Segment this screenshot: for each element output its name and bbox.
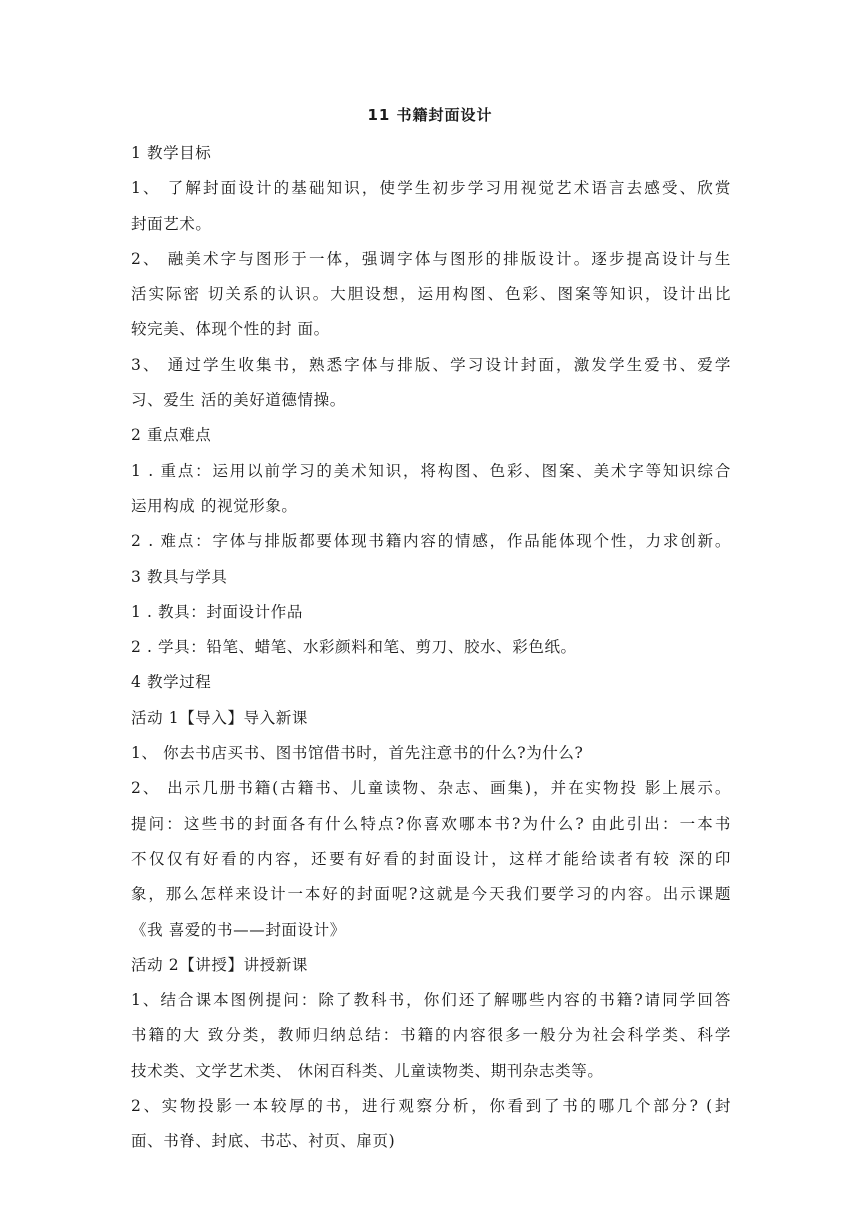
document-body — [131, 136, 731, 1160]
text-line: 2、实物投影一本较厚的书，进行观察分析，你看到了书的哪几个部分? (封 — [131, 1097, 731, 1116]
text-line: 4 教学过程 — [131, 673, 212, 692]
text-line: 不仅仅有好看的内容，还要有好看的封面设计，这样才能给读者有较 深的印 — [131, 849, 731, 868]
text-line: 《我 喜爱的书——封面设计》 — [131, 920, 346, 939]
text-line: 1、结合课本图例提问：除了教科书，你们还了解哪些内容的书籍?请同学回答 — [131, 991, 731, 1010]
text-line: 1、 了解封面设计的基础知识，使学生初步学习用视觉艺术语言去感受、欣赏 — [131, 179, 731, 198]
text-line: 3 教具与学具 — [131, 567, 228, 586]
text-line: 3、 通过学生收集书，熟悉字体与排版、学习设计封面，激发学生爱书、爱学 — [131, 355, 731, 374]
text-line: 2、 出示几册书籍(古籍书、儿童读物、杂志、画集)，并在实物投 影上展示。 — [131, 779, 731, 798]
text-line: 2 . 学具：铅笔、蜡笔、水彩颜料和笔、剪刀、胶水、彩色纸。 — [131, 638, 577, 657]
text-line: 1 教学目标 — [131, 144, 212, 162]
text-line: 2、 融美术字与图形于一体，强调字体与图形的排版设计。逐步提高设计与生 — [131, 249, 731, 268]
text-line: 提问：这些书的封面各有什么特点?你喜欢哪本书?为什么? 由此引出：一本书 — [131, 814, 731, 833]
text-line: 活实际密 切关系的认识。大胆设想，运用构图、色彩、图案等知识，设计出比 — [131, 285, 731, 304]
text-line: 活动 2【讲授】讲授新课 — [131, 955, 308, 974]
text-line: 运用构成 的视觉形象。 — [131, 496, 298, 515]
text-line: 2 重点难点 — [131, 426, 212, 445]
text-line: 较完美、体现个性的封 面。 — [131, 320, 330, 339]
text-line: 2 . 难点：字体与排版都要体现书籍内容的情感，作品能体现个性，力求创新。 — [131, 532, 731, 551]
text-line: 书籍的大 致分类，教师归纳总结：书籍的内容很多一般分为社会科学类、科学 — [131, 1026, 731, 1045]
text-line: 活动 1【导入】导入新课 — [131, 708, 308, 727]
document-title: 11 书籍封面设计 — [367, 106, 493, 124]
text-line: 1、 你去书店买书、图书馆借书时，首先注意书的什么?为什么? — [131, 744, 584, 763]
text-line: 象，那么怎样来设计一本好的封面呢?这就是今天我们要学习的内容。出示课题 — [131, 885, 731, 904]
text-line: 技术类、文学艺术类、 休闲百科类、儿童读物类、期刊杂志类等。 — [131, 1061, 604, 1080]
text-line: 封面艺术。 — [131, 214, 212, 233]
text-line: 1 . 教具：封面设计作品 — [131, 602, 303, 621]
text-line: 习、爱生 活的美好道德情操。 — [131, 391, 346, 410]
text-line: 1 . 重点：运用以前学习的美术知识，将构图、色彩、图案、美术字等知识综合 — [131, 461, 731, 480]
text-line: 面、书脊、封底、书芯、衬页、扉页) — [131, 1132, 396, 1151]
